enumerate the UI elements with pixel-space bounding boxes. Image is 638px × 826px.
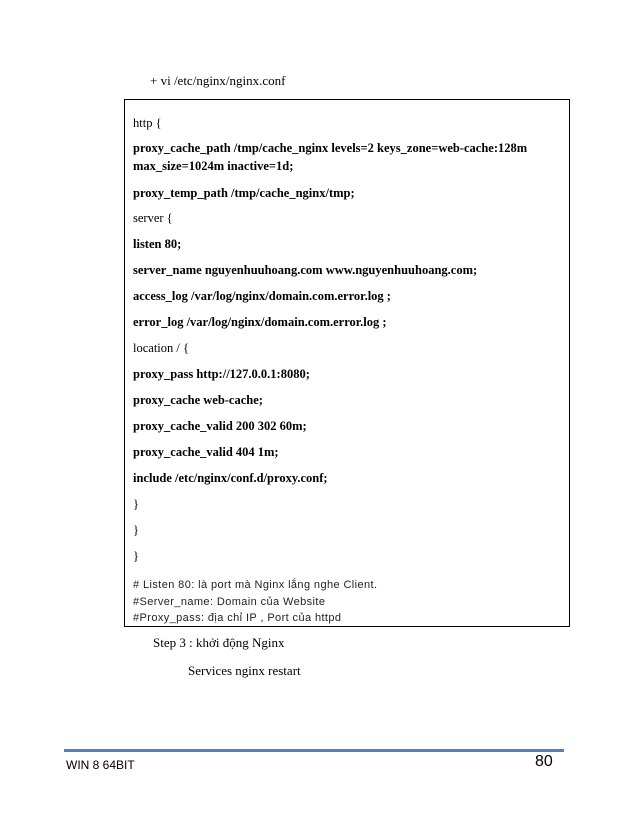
step-heading: Step 3 : khởi động Nginx — [153, 635, 285, 650]
config-line: server_name nguyenhuuhoang.com www.nguyenhuuhoang.com; — [133, 263, 478, 277]
config-line: error_log /var/log/nginx/domain.com.error.log ; — [133, 315, 387, 329]
nginx-config-command: + vi /etc/nginx/nginx.conf — [150, 73, 286, 88]
config-line: server { — [133, 211, 173, 225]
config-line: proxy_cache web-cache; — [133, 393, 263, 407]
config-line: max_size=1024m inactive=1d; — [133, 159, 294, 173]
config-comment: #Server_name: Domain của Website — [133, 596, 326, 608]
config-line: proxy_pass http://127.0.0.1:8080; — [133, 367, 310, 381]
config-line: } — [133, 497, 139, 511]
config-line: include /etc/nginx/conf.d/proxy.conf; — [133, 471, 328, 485]
config-line: access_log /var/log/nginx/domain.com.error.log ; — [133, 289, 391, 303]
config-line: proxy_temp_path /tmp/cache_nginx/tmp; — [133, 186, 355, 200]
config-comment: #Proxy_pass: địa chỉ IP , Port của httpd — [133, 612, 342, 624]
config-line: } — [133, 549, 139, 563]
page-number: 80 — [535, 753, 553, 770]
config-line: http { — [133, 116, 162, 130]
config-line: listen 80; — [133, 237, 182, 251]
config-line: } — [133, 523, 139, 537]
config-line: proxy_cache_valid 404 1m; — [133, 445, 279, 459]
config-line: proxy_cache_valid 200 302 60m; — [133, 419, 307, 433]
config-line: proxy_cache_path /tmp/cache_nginx levels=2 keys_zone=web-cache:128m — [133, 141, 528, 155]
config-code-box — [124, 99, 570, 627]
config-comment: # Listen 80: là port mà Nginx lắng nghe Client. — [133, 579, 378, 591]
footer-title: WIN 8 64BIT — [66, 758, 135, 772]
footer-rule — [64, 749, 564, 752]
restart-command: Services nginx restart — [188, 663, 301, 678]
config-line: location / { — [133, 341, 189, 355]
